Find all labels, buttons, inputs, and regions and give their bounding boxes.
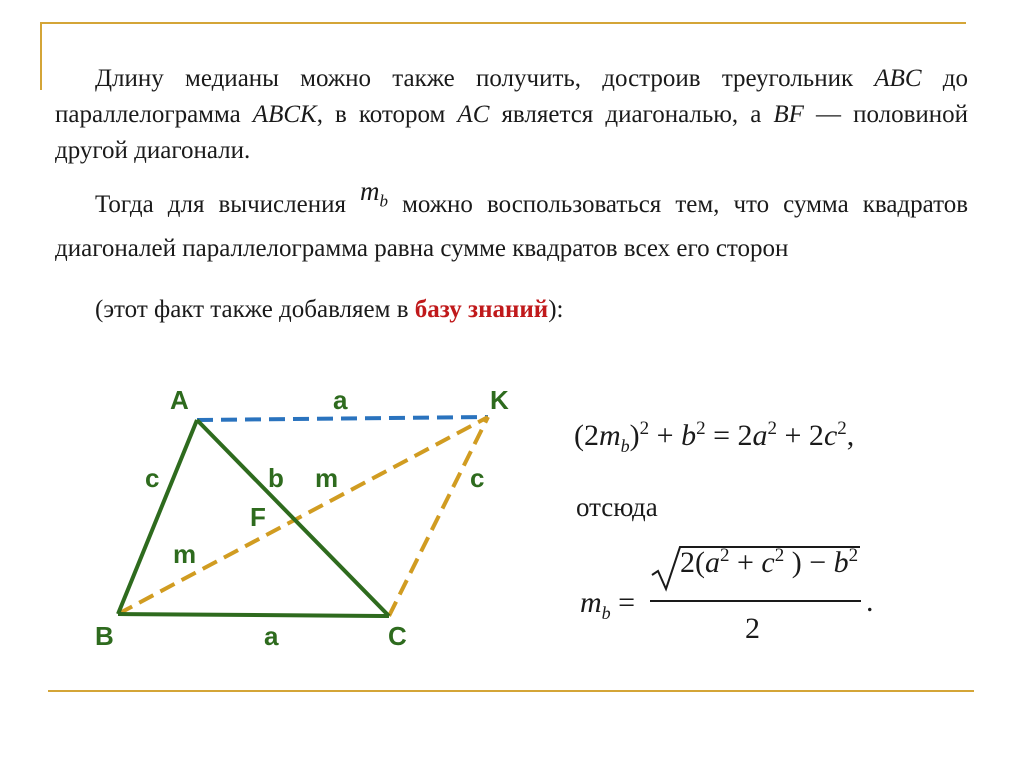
- label-m-upper: m: [315, 463, 339, 493]
- paragraph-1: Длину медианы можно также получить, достроив треугольник ABC до параллелограмма ABCK, в котором AC является диагональю, а BF — половиной другой диагонали.: [55, 65, 969, 164]
- label-f-point: F: [250, 502, 266, 532]
- label-c-left: c: [145, 463, 160, 493]
- triangle-side-bc: [118, 614, 389, 616]
- triangle-side-ab: [118, 420, 197, 614]
- label-b-side: b: [268, 463, 284, 493]
- label-a-vertex: A: [170, 385, 189, 415]
- formula-diagonals-sum: $(2m_b)^2 + b^2 = 2a^2 + 2c^2$,: [574, 418, 855, 456]
- triangle-side-ac: [197, 420, 389, 616]
- label-k-vertex: K: [490, 385, 509, 415]
- label-a-top: a: [333, 385, 348, 415]
- label-b-vertex: B: [95, 621, 114, 651]
- fraction-bar: [650, 600, 861, 602]
- label-c-vertex: C: [388, 621, 407, 651]
- formula-median-denominator: 2: [745, 612, 760, 645]
- formula-median-numerator: $2(a^2 + c^2$ ) − $b^2$: [680, 545, 859, 579]
- m-b-symbol: $m_b$: [360, 176, 389, 211]
- paragraph-2: Тогда для вычисления $m_b$ можно воспользоваться тем, что сумма квадратов диагоналей параллелограмма равна сумме квадратов всех его сторон: [55, 176, 969, 263]
- label-m-lower: m: [173, 539, 197, 569]
- otsyuda-label: отсюда: [576, 492, 658, 522]
- formula-end-dot: .: [866, 585, 874, 618]
- label-c-right: c: [470, 463, 485, 493]
- knowledge-base-link[interactable]: базу знаний: [414, 296, 549, 323]
- formula-median-lhs: $m_b$ =: [580, 586, 636, 623]
- dashed-top-ak: [197, 417, 488, 420]
- label-a-bottom: a: [264, 621, 279, 651]
- dashed-side-ck: [389, 417, 488, 616]
- dashed-diagonal-bk: [118, 417, 488, 614]
- paragraph-3: (этот факт также добавляем в базу знаний):: [95, 296, 564, 323]
